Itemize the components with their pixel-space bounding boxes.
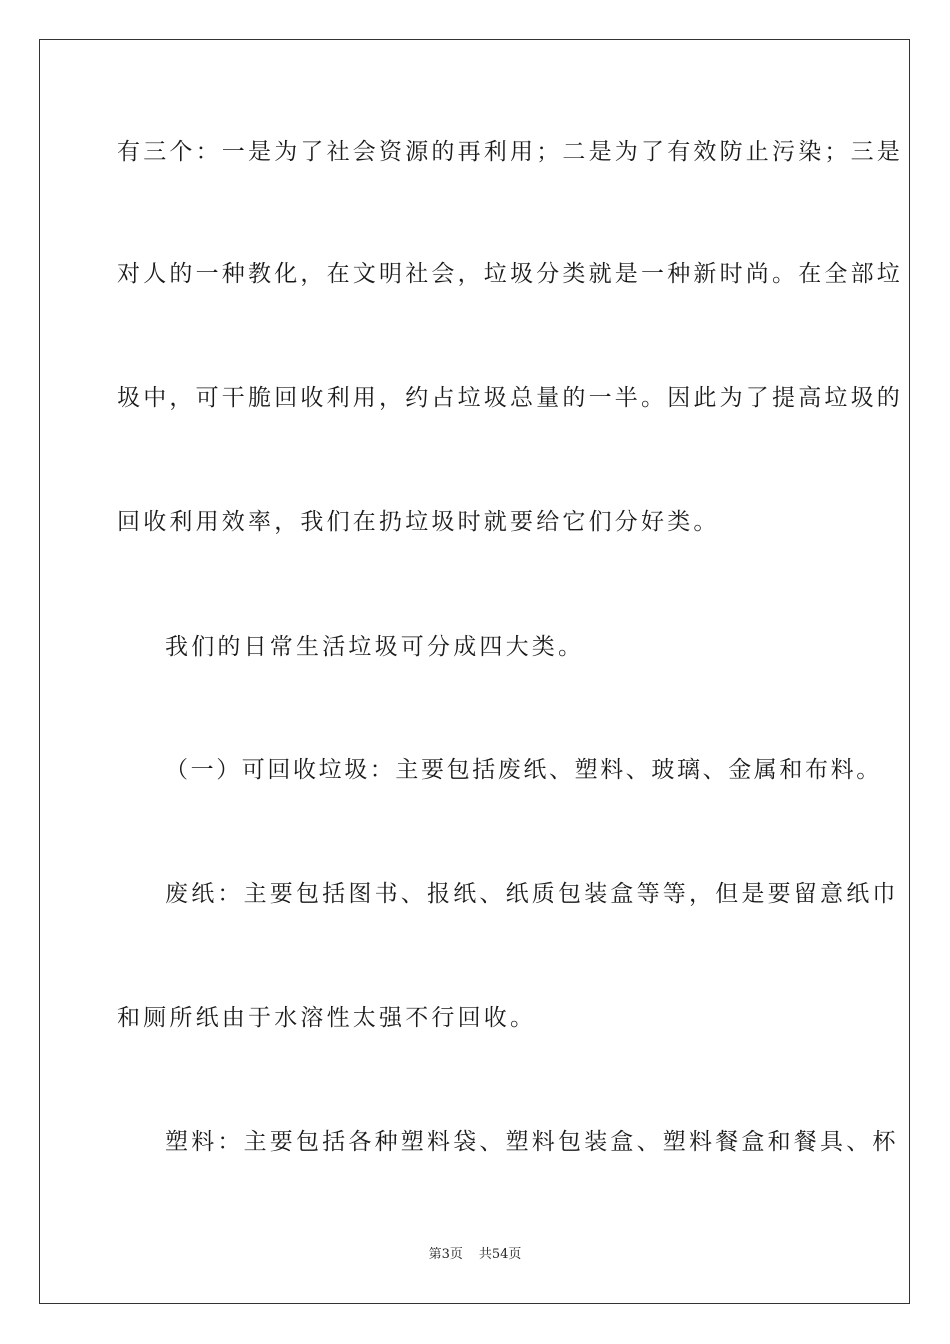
page-number: 第3页: [428, 1247, 463, 1262]
text-line-6: （一）可回收垃圾：主要包括废纸、塑料、玻璃、金属和布料。: [165, 757, 882, 783]
page-border: [39, 39, 910, 1304]
text-line-8: 和厕所纸由于水溶性太强不行回收。: [117, 1005, 537, 1031]
text-line-5: 我们的日常生活垃圾可分成四大类。: [165, 634, 585, 660]
text-line-4: 回收利用效率，我们在扔垃圾时就要给它们分好类。: [117, 509, 720, 535]
text-line-2: 对人的一种教化，在文明社会，垃圾分类就是一种新时尚。在全部垃: [117, 261, 903, 287]
text-line-1: 有三个：一是为了社会资源的再利用；二是为了有效防止污染；三是: [117, 139, 903, 165]
text-line-9: 塑料：主要包括各种塑料袋、塑料包装盒、塑料餐盒和餐具、杯: [165, 1129, 899, 1155]
text-line-3: 圾中，可干脆回收利用，约占垃圾总量的一半。因此为了提高垃圾的: [117, 385, 903, 411]
text-line-7: 废纸：主要包括图书、报纸、纸质包装盒等等，但是要留意纸巾: [165, 881, 899, 907]
total-pages: 共54页: [478, 1247, 522, 1262]
page-footer: [0, 1246, 950, 1264]
